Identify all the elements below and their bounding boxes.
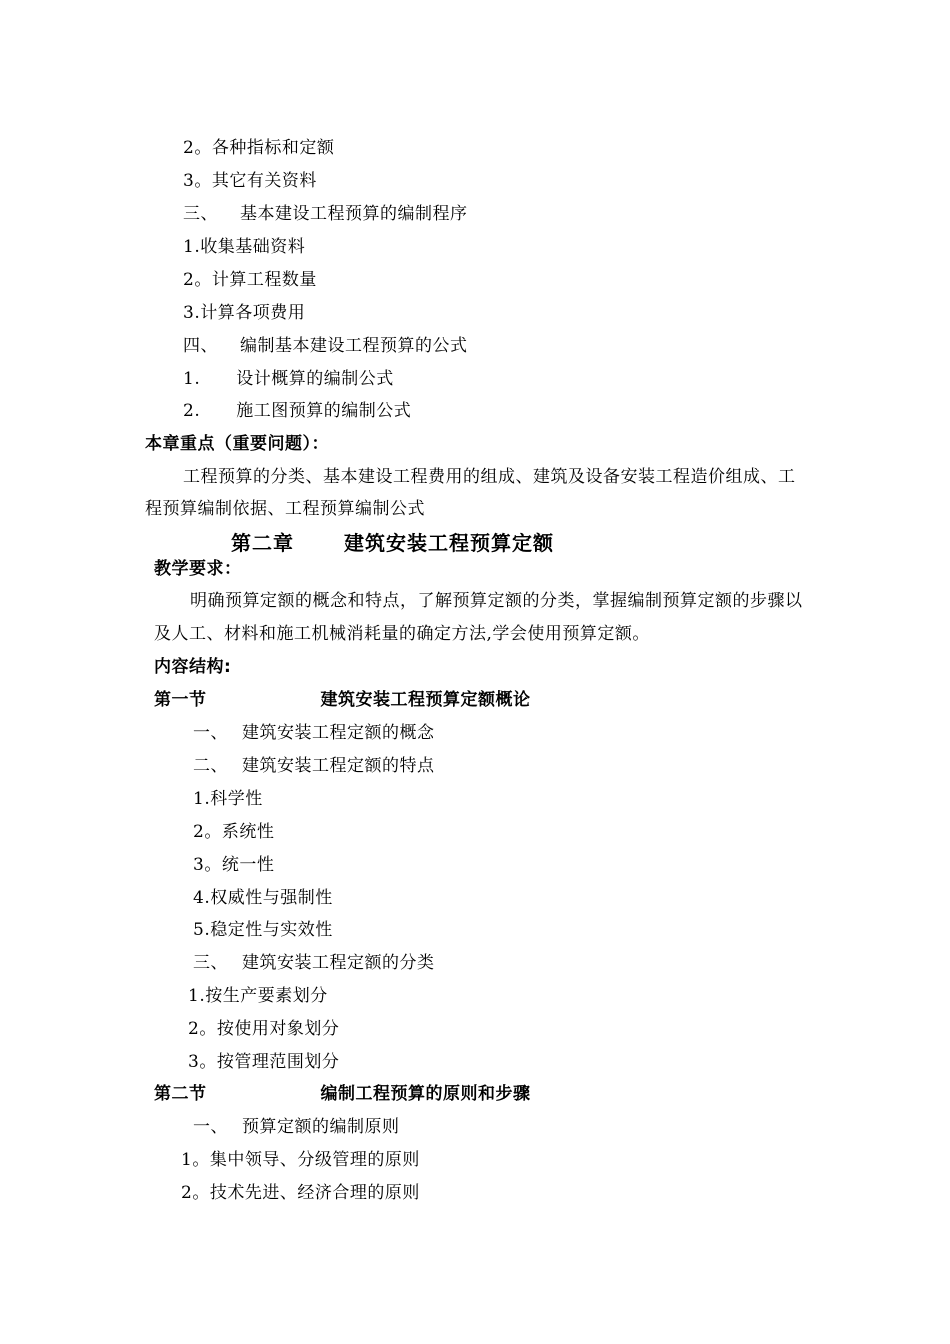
list-item: 3。其它有关资料: [183, 171, 317, 191]
list-text: 基本建设工程预算的编制程序: [240, 204, 468, 224]
list-text: 建筑安装工程定额的特点: [242, 756, 435, 776]
list-item: 2。按使用对象划分: [188, 1019, 340, 1039]
list-item: 1。集中领导、分级管理的原则: [181, 1150, 420, 1170]
list-item: 3。按管理范围划分: [188, 1052, 340, 1072]
list-item: 2。各种指标和定额: [183, 138, 335, 158]
list-item: 3。统一性: [193, 855, 275, 875]
teaching-requirements-heading: 教学要求：: [154, 559, 242, 579]
list-number: 1.: [183, 369, 201, 389]
chapter-number: 第二章: [231, 531, 294, 555]
paragraph-line: 明确预算定额的概念和特点，了解预算定额的分类，掌握编制预算定额的步骤以: [190, 591, 803, 611]
section-title: 建筑安装工程预算定额概论: [320, 690, 531, 710]
list-number: 三、: [193, 953, 228, 973]
chapter-title: [231, 532, 554, 554]
list-item: 1.按生产要素划分: [188, 986, 328, 1006]
section-label: 第一节: [154, 690, 207, 710]
list-item: 5.稳定性与实效性: [193, 920, 333, 940]
chapter-name: 建筑安装工程预算定额: [344, 531, 554, 555]
list-text: 建筑安装工程定额的概念: [242, 723, 435, 743]
list-heading: [183, 203, 468, 225]
list-number: 2.: [183, 401, 201, 421]
content-structure-heading: 内容结构:: [154, 657, 232, 677]
list-heading: [193, 722, 435, 744]
list-text: 施工图预算的编制公式: [236, 401, 412, 421]
key-points-heading: 本章重点（重要问题）：: [145, 434, 329, 454]
section-label: 第二节: [154, 1084, 207, 1104]
list-number: 一、: [193, 1117, 228, 1137]
list-number: 四、: [183, 336, 218, 356]
list-text: 设计概算的编制公式: [236, 369, 394, 389]
list-item: 1.科学性: [193, 789, 263, 809]
section-title: 编制工程预算的原则和步骤: [320, 1084, 531, 1104]
paragraph-line: 工程预算的分类、基本建设工程费用的组成、建筑及设备安装工程造价组成、工: [183, 467, 796, 487]
list-number: 二、: [193, 756, 228, 776]
list-heading: [193, 952, 435, 974]
list-item: 2。技术先进、经济合理的原则: [181, 1183, 420, 1203]
paragraph-line: 程预算编制依据、工程预算编制公式: [145, 499, 425, 519]
list-item: 2。系统性: [193, 822, 275, 842]
list-text: 预算定额的编制原则: [242, 1117, 400, 1137]
list-item: 4.权威性与强制性: [193, 888, 333, 908]
list-item: 1.收集基础资料: [183, 237, 306, 257]
list-number: 三、: [183, 204, 218, 224]
paragraph-line: 及人工、材料和施工机械消耗量的确定方法,学会使用预算定额。: [154, 624, 650, 644]
list-number: 一、: [193, 723, 228, 743]
list-heading: [183, 335, 468, 357]
list-item: [183, 368, 394, 390]
list-item: 2。计算工程数量: [183, 270, 317, 290]
section-heading: [154, 1083, 531, 1105]
section-heading: [154, 689, 531, 711]
list-heading: [193, 755, 435, 777]
list-item: 3.计算各项费用: [183, 303, 306, 323]
list-item: [183, 400, 411, 422]
list-heading: [193, 1116, 400, 1138]
list-text: 编制基本建设工程预算的公式: [240, 336, 468, 356]
list-text: 建筑安装工程定额的分类: [242, 953, 435, 973]
